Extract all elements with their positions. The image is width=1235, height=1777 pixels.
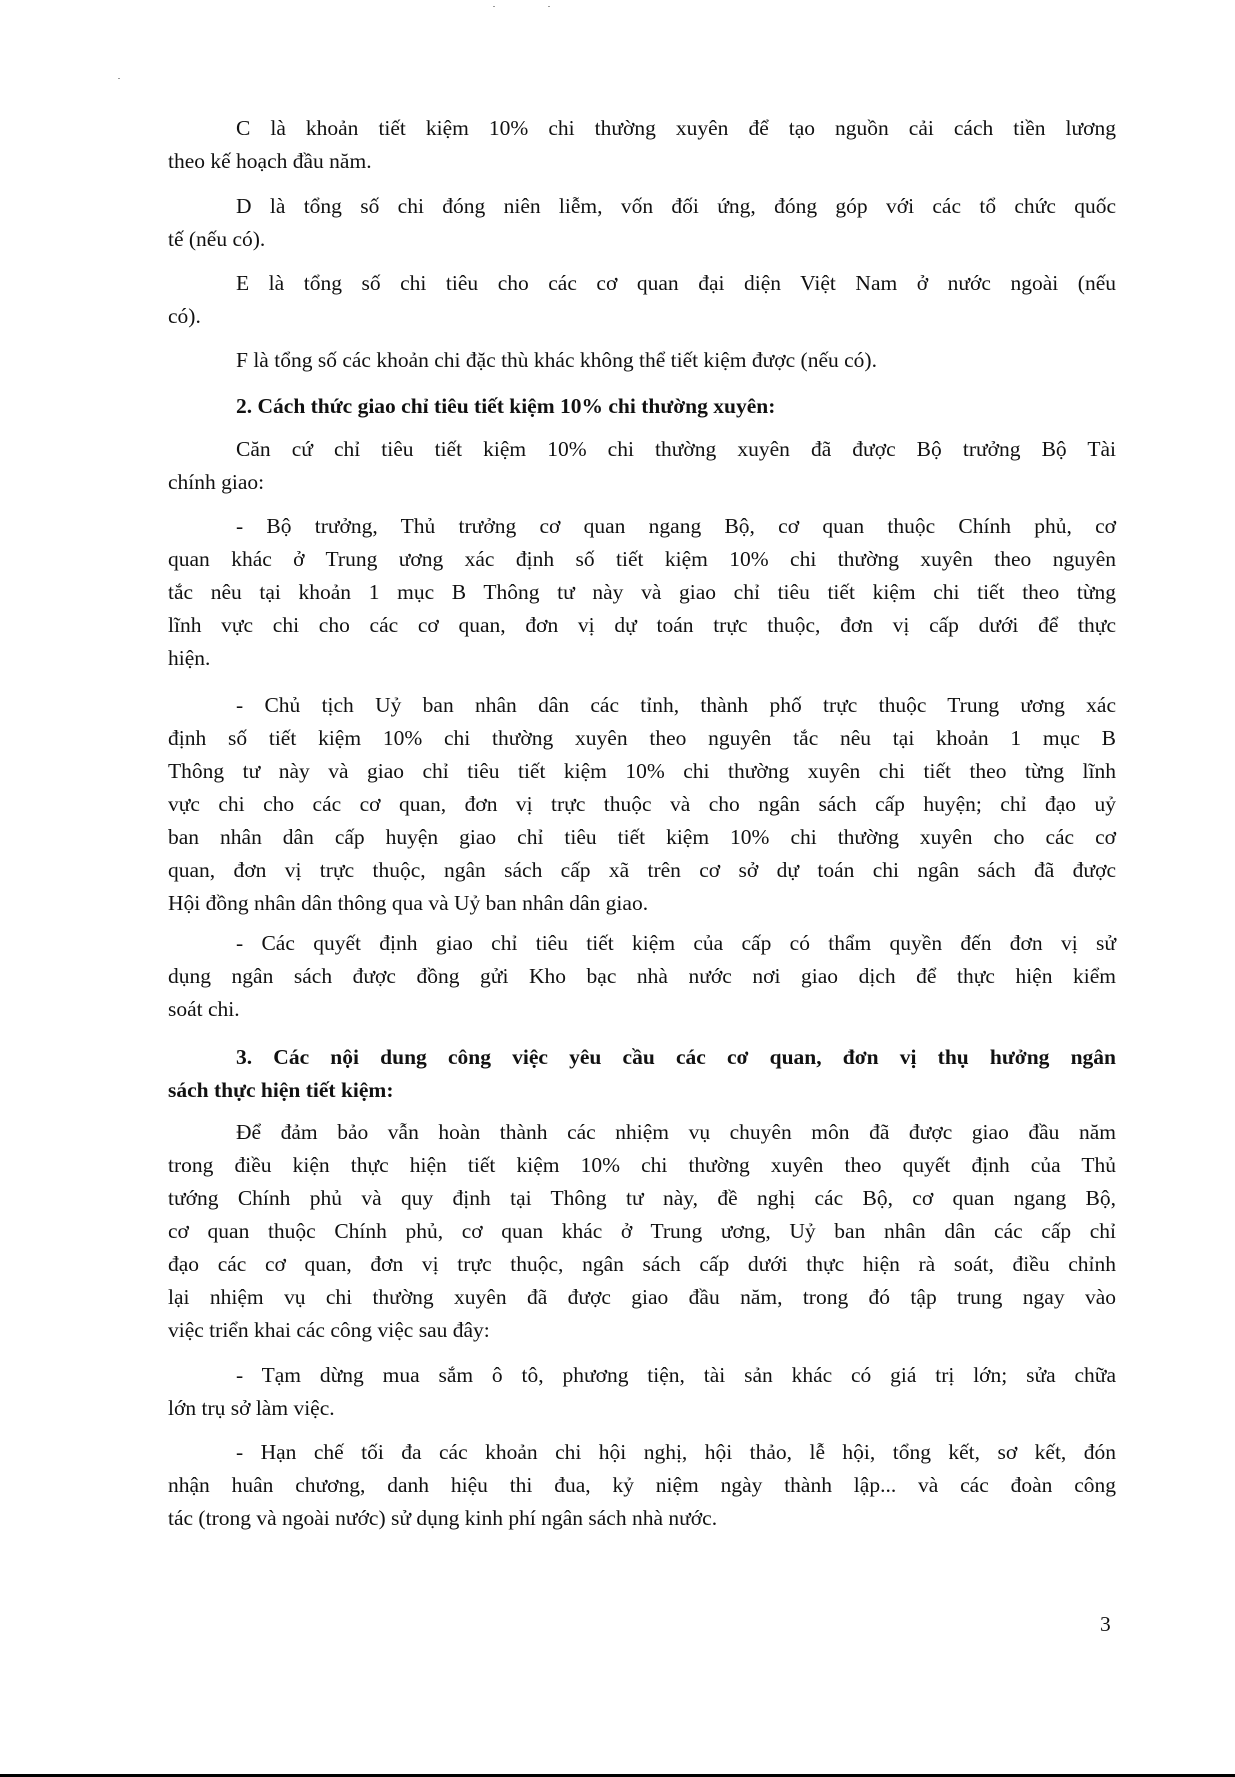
paragraph [168, 112, 1116, 178]
text-line: cơ quan thuộc Chính phủ, cơ quan khác ở Trung ương, Uỷ ban nhân dân các cấp chỉ [168, 1219, 1116, 1243]
text-line: sách thực hiện tiết kiệm: [168, 1078, 394, 1102]
text-line: - Các quyết định giao chỉ tiêu tiết kiệm của cấp có thẩm quyền đến đơn vị sử [236, 931, 1116, 955]
text-line: 2. Cách thức giao chỉ tiêu tiết kiệm 10% chi thường xuyên: [236, 394, 776, 418]
text-line: tế (nếu có). [168, 227, 266, 251]
text-line: theo kế hoạch đầu năm. [168, 149, 372, 173]
text-line: việc triển khai các công việc sau đây: [168, 1318, 490, 1342]
page-number: 3 [1100, 1612, 1111, 1636]
text-line: lại nhiệm vụ chi thường xuyên đã được giao đầu năm, trong đó tập trung ngay vào [168, 1285, 1116, 1309]
paragraph [168, 267, 1116, 333]
paragraph [168, 927, 1116, 1026]
text-line: quan, đơn vị trực thuộc, ngân sách cấp xã trên cơ sở dự toán chi ngân sách đã được [168, 858, 1116, 882]
scan-speck [118, 78, 120, 79]
text-line: có). [168, 304, 201, 328]
text-line: tắc nêu tại khoản 1 mục B Thông tư này và giao chỉ tiêu tiết kiệm chi tiết theo từng [168, 580, 1116, 604]
text-line: dụng ngân sách được đồng gửi Kho bạc nhà nước nơi giao dịch để thực hiện kiểm [168, 964, 1116, 988]
paragraph [168, 1359, 1116, 1425]
paragraph [168, 1436, 1116, 1535]
paragraph [168, 344, 1116, 377]
paragraph [168, 190, 1116, 256]
text-line: lĩnh vực chi cho các cơ quan, đơn vị dự toán trực thuộc, đơn vị cấp dưới để thực [168, 613, 1116, 637]
text-line: E là tổng số chi tiêu cho các cơ quan đại diện Việt Nam ở nước ngoài (nếu [236, 271, 1116, 295]
paragraph [168, 689, 1116, 920]
text-line: - Tạm dừng mua sắm ô tô, phương tiện, tài sản khác có giá trị lớn; sửa chữa [236, 1363, 1116, 1387]
text-line: Hội đồng nhân dân thông qua và Uỷ ban nhân dân giao. [168, 891, 649, 915]
scan-speck [548, 6, 550, 7]
text-line: định số tiết kiệm 10% chi thường xuyên theo nguyên tắc nêu tại khoản 1 mục B [168, 726, 1116, 750]
text-line: - Chủ tịch Uỷ ban nhân dân các tỉnh, thành phố trực thuộc Trung ương xác [236, 693, 1116, 717]
text-line: - Bộ trưởng, Thủ trưởng cơ quan ngang Bộ, cơ quan thuộc Chính phủ, cơ [236, 514, 1116, 538]
text-line: Thông tư này và giao chỉ tiêu tiết kiệm 10% chi thường xuyên chi tiết theo từng lĩnh [168, 759, 1116, 783]
paragraph [168, 1116, 1116, 1347]
scan-speck [493, 6, 495, 7]
section-heading [168, 390, 1116, 423]
text-line: D là tổng số chi đóng niên liễm, vốn đối ứng, đóng góp với các tổ chức quốc [236, 194, 1116, 218]
text-line: vực chi cho các cơ quan, đơn vị trực thuộc và cho ngân sách cấp huyện; chỉ đạo uỷ [168, 792, 1116, 816]
text-line: nhận huân chương, danh hiệu thi đua, kỷ niệm ngày thành lập... và các đoàn công [168, 1473, 1116, 1497]
text-line: chính giao: [168, 470, 265, 494]
text-line: quan khác ở Trung ương xác định số tiết kiệm 10% chi thường xuyên theo nguyên [168, 547, 1116, 571]
text-line: đạo các cơ quan, đơn vị trực thuộc, ngân sách cấp dưới thực hiện rà soát, điều chỉnh [168, 1252, 1116, 1276]
text-line: lớn trụ sở làm việc. [168, 1396, 335, 1420]
paragraph [168, 433, 1116, 499]
text-line: - Hạn chế tối đa các khoản chi hội nghị, hội thảo, lễ hội, tổng kết, sơ kết, đón [236, 1440, 1116, 1464]
text-line: soát chi. [168, 997, 240, 1021]
text-line: trong điều kiện thực hiện tiết kiệm 10% chi thường xuyên theo quyết định của Thủ [168, 1153, 1116, 1177]
section-heading [168, 1041, 1116, 1107]
text-line: F là tổng số các khoản chi đặc thù khác không thể tiết kiệm được (nếu có). [236, 348, 877, 372]
text-line: Để đảm bảo vẫn hoàn thành các nhiệm vụ chuyên môn đã được giao đầu năm [236, 1120, 1116, 1144]
text-line: tác (trong và ngoài nước) sử dụng kinh phí ngân sách nhà nước. [168, 1506, 718, 1530]
text-line: tướng Chính phủ và quy định tại Thông tư này, đề nghị các Bộ, cơ quan ngang Bộ, [168, 1186, 1116, 1210]
text-line: hiện. [168, 646, 211, 670]
text-line: C là khoản tiết kiệm 10% chi thường xuyên để tạo nguồn cải cách tiền lương [236, 116, 1116, 140]
text-line: ban nhân dân cấp huyện giao chỉ tiêu tiết kiệm 10% chi thường xuyên cho các cơ [168, 825, 1116, 849]
text-line: 3. Các nội dung công việc yêu cầu các cơ quan, đơn vị thụ hưởng ngân [236, 1045, 1116, 1069]
paragraph [168, 510, 1116, 675]
text-line: Căn cứ chỉ tiêu tiết kiệm 10% chi thường xuyên đã được Bộ trưởng Bộ Tài [236, 437, 1116, 461]
